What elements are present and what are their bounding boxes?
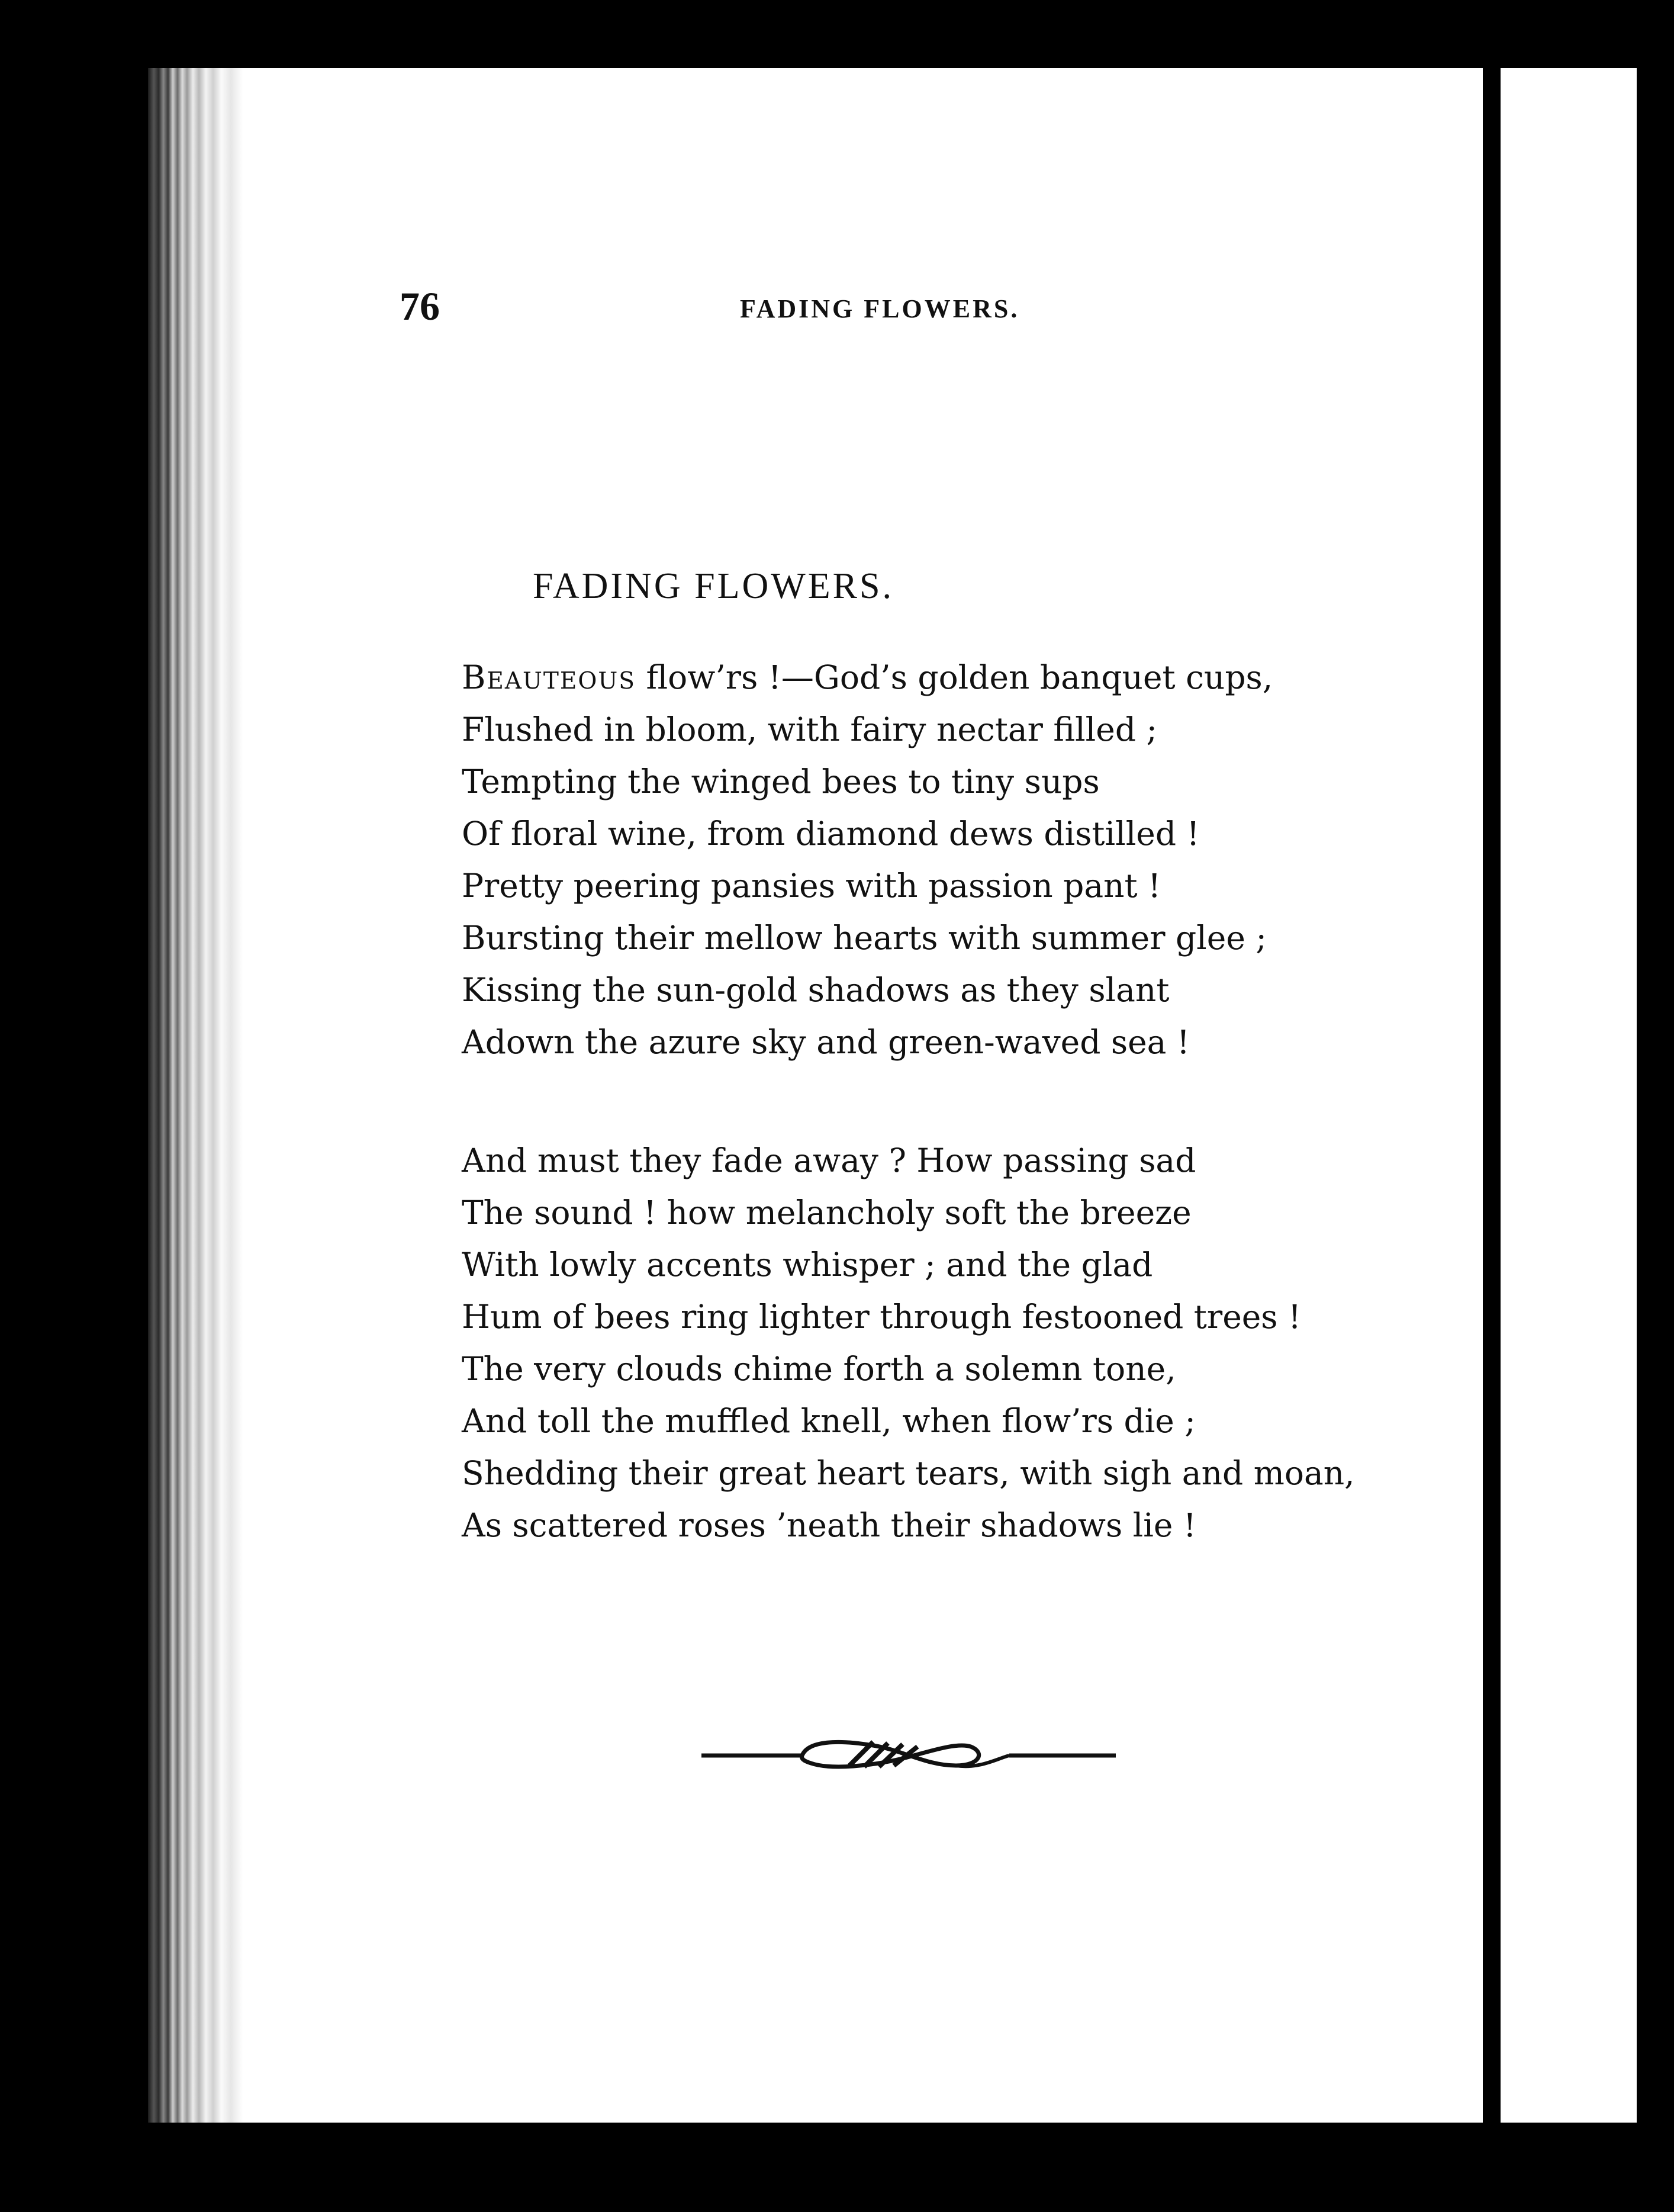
- poem-line: As scattered roses ’neath their shadows lie !: [462, 1506, 1196, 1544]
- poem-line: The very clouds chime forth a solemn tone,: [462, 1350, 1176, 1388]
- page-edges: [148, 68, 249, 2123]
- stanza-1: [462, 651, 1385, 1068]
- poem-line: Kissing the sun-gold shadows as they slant: [462, 971, 1170, 1009]
- poem-line: Of floral wine, from diamond dews distilled !: [462, 815, 1200, 853]
- poem-line: Flushed in bloom, with fairy nectar filled ;: [462, 710, 1158, 748]
- poem-line: Tempting the winged bees to tiny sups: [462, 763, 1100, 800]
- poem-line: Shedding their great heart tears, with sigh and moan,: [462, 1454, 1355, 1492]
- poem-line: And toll the muffled knell, when flow’rs die ;: [462, 1402, 1196, 1440]
- poem-line: Pretty peering pansies with passion pant !: [462, 867, 1161, 905]
- scroll-flourish-icon: [701, 1729, 1116, 1782]
- poem-title: FADING FLOWERS.: [533, 566, 894, 606]
- stanza-2: [462, 1134, 1385, 1551]
- poem-first-word: Beauteous: [462, 658, 636, 696]
- page-gutter: [1483, 68, 1501, 2123]
- poem-line: Hum of bees ring lighter through festooned trees !: [462, 1298, 1302, 1336]
- poem-line: Adown the azure sky and green-waved sea !: [462, 1023, 1190, 1061]
- running-head: [400, 283, 1199, 354]
- poem-line: [462, 651, 1385, 703]
- poem-body: [462, 651, 1385, 1618]
- poem-line: With lowly accents whisper ; and the glad: [462, 1246, 1153, 1284]
- facing-page-edge: [1501, 68, 1637, 2123]
- poem-line: The sound ! how melancholy soft the breeze: [462, 1194, 1192, 1232]
- running-title: FADING FLOWERS.: [740, 294, 1020, 323]
- page-number: 76: [400, 284, 440, 329]
- poem-line: Bursting their mellow hearts with summer glee ;: [462, 919, 1267, 957]
- poem-line-text: flow’rs !—God’s golden banquet cups,: [635, 658, 1273, 696]
- poem-line: And must they fade away ? How passing sad: [462, 1142, 1196, 1179]
